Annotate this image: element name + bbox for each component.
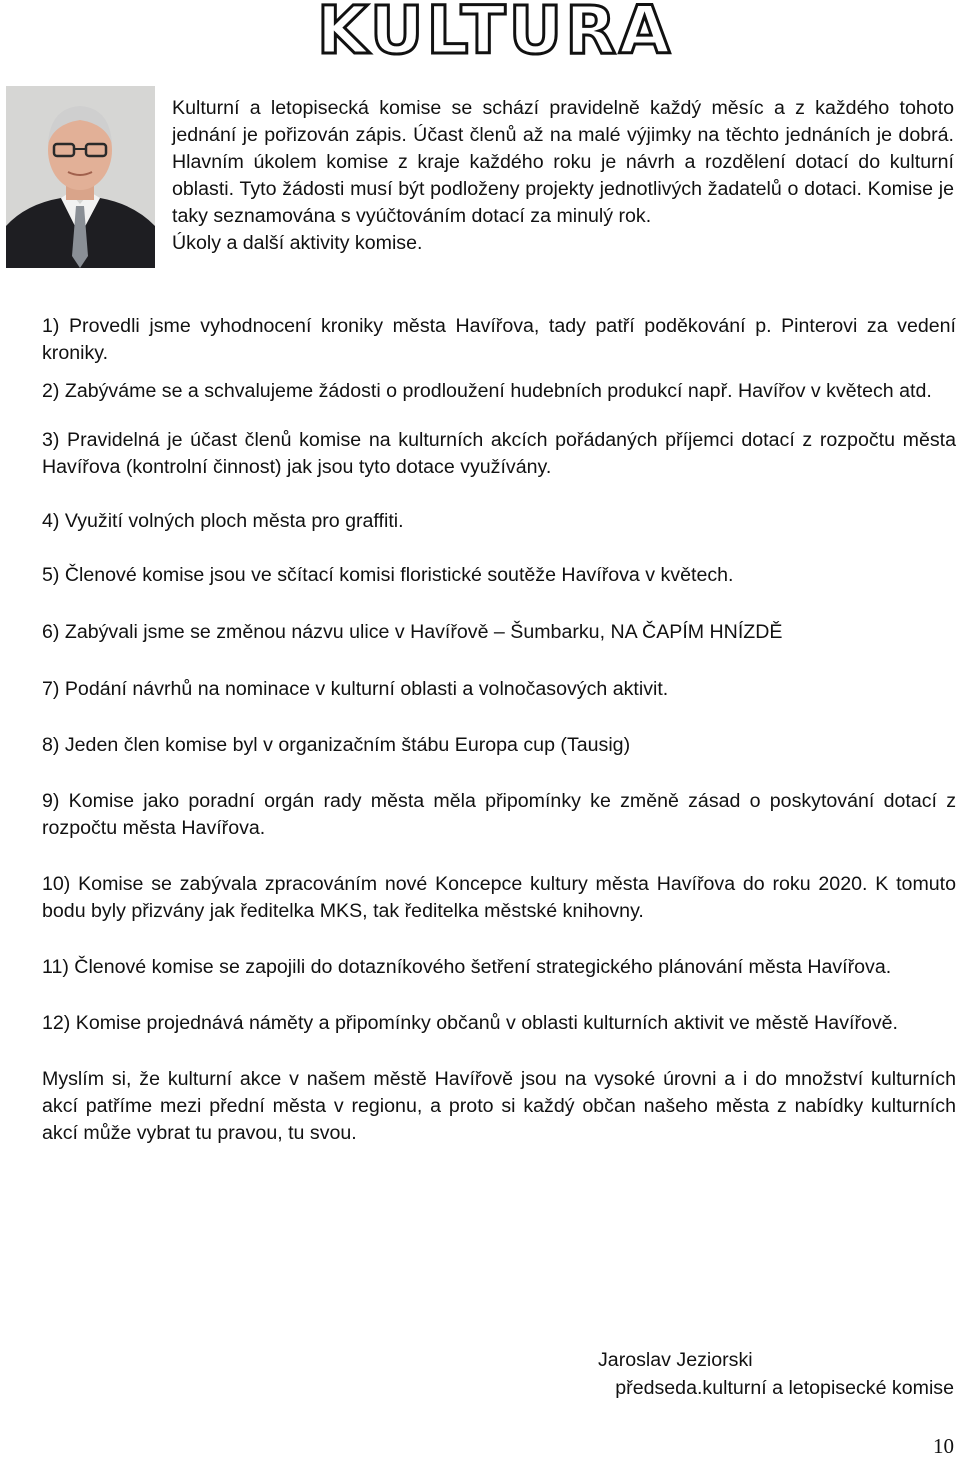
list-item: 5) Členové komise jsou ve sčítací komisi floristické soutěže Havířova v květech. xyxy=(42,564,734,586)
intro-text: Kulturní a letopisecká komise se schází pravidelně každý měsíc a z každého tohoto jednání je pořizován zápis. Účast členů až na malé výjimky na těchto jednáních je dobrá. Hlavním úkolem komise z kraje každého roku je návrh a rozdělení dotací do kulturní oblasti. Tyto žádosti musí být podloženy projekty jednotlivých žadatelů o dotaci. Komise je taky seznamována s vyúčtováním dotací za minulý rok. xyxy=(172,97,954,227)
person-portrait-icon xyxy=(6,86,155,268)
closing-paragraph: Myslím si, že kulturní akce v našem městě Havířově jsou na vysoké úrovni a i do množství kulturních akcí patříme mezi přední města v regionu, a proto si každý občan našeho města z nabídky kulturních akcí může vybrat tu pravou, tu svou. xyxy=(42,1068,956,1144)
list-item: 8) Jeden člen komise byl v organizačním štábu Europa cup (Tausig) xyxy=(42,734,631,756)
list-item: 4) Využití volných ploch města pro graffiti. xyxy=(42,510,404,532)
list-item: 10) Komise se zabývala zpracováním nové Koncepce kultury města Havířova do roku 2020. K tomuto bodu byly přizvány jak ředitelka MKS, tak ředitelka městské knihovny. xyxy=(42,873,956,922)
list-item: 2) Zabýváme se a schvalujeme žádosti o prodloužení hudebních produkcí např. Havířov v květech atd. xyxy=(42,380,932,402)
list-item: 7) Podání návrhů na nominace v kulturní oblasti a volnočasových aktivit. xyxy=(42,678,669,700)
list-item: 1) Provedli jsme vyhodnocení kroniky města Havířova, tady patří poděkování p. Pinterovi za vedení kroniky. xyxy=(42,315,956,364)
signature-name: Jaroslav Jeziorski xyxy=(598,1349,753,1371)
list-item: 6) Zabývali jsme se změnou názvu ulice v Havířově – Šumbarku, NA ČAPÍM HNÍZDĚ xyxy=(42,621,783,643)
signature-block xyxy=(514,1346,954,1402)
intro-subheading: Úkoly a další aktivity komise. xyxy=(172,232,423,254)
portrait-photo xyxy=(6,86,155,268)
list-item: 12) Komise projednává náměty a připomínky občanů v oblasti kulturních aktivit ve městě Havířově. xyxy=(42,1012,899,1034)
activity-list xyxy=(42,313,956,1147)
list-item: 9) Komise jako poradní orgán rady města měla připomínky ke změně zásad o poskytování dotací z rozpočtu města Havířova. xyxy=(42,790,956,839)
intro-paragraph xyxy=(172,95,954,257)
list-item: 11) Členové komise se zapojili do dotazníkového šetření strategického plánování města Havířova. xyxy=(42,956,892,978)
page-title: KULTURA xyxy=(316,0,674,69)
list-item: 3) Pravidelná je účast členů komise na kulturních akcích pořádaných příjemci dotací z rozpočtu města Havířova (kontrolní činnost) jak jsou tyto dotace využívány. xyxy=(42,429,956,478)
page-number: 10 xyxy=(933,1434,954,1458)
signature-role: předseda.kulturní a letopisecké komise xyxy=(615,1377,954,1399)
